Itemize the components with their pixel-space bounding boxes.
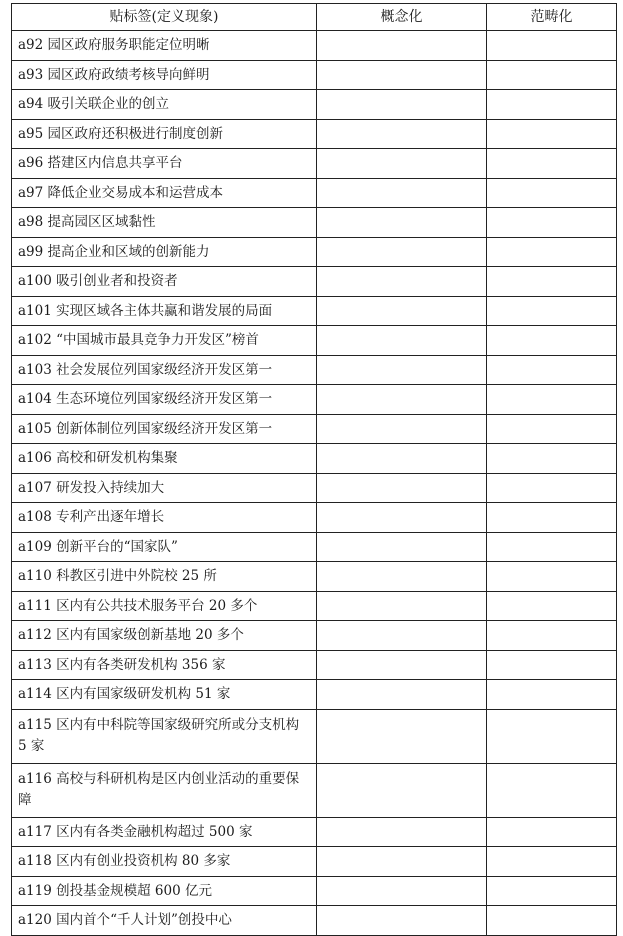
row-category-cell	[487, 296, 617, 326]
table-row	[12, 267, 617, 297]
row-label-cell: a116 高校与科研机构是区内创业活动的重要保障	[12, 763, 317, 817]
row-category-cell	[487, 326, 617, 356]
row-label-cell: a100 吸引创业者和投资者	[12, 267, 317, 297]
row-concept-cell	[317, 208, 487, 238]
header-label: 贴标签(定义现象)	[12, 4, 317, 31]
row-concept-cell	[317, 817, 487, 847]
row-category-cell	[487, 31, 617, 61]
row-concept-cell	[317, 650, 487, 680]
row-label-cell: a113 区内有各类研发机构 356 家	[12, 650, 317, 680]
row-label-cell: a102 “中国城市最具竞争力开发区”榜首	[12, 326, 317, 356]
row-category-cell	[487, 444, 617, 474]
table-row	[12, 817, 617, 847]
row-category-cell	[487, 680, 617, 710]
row-label-cell: a115 区内有中科院等国家级研究所或分支机构 5 家	[12, 709, 317, 763]
row-category-cell	[487, 532, 617, 562]
row-concept-cell	[317, 473, 487, 503]
row-concept-cell	[317, 296, 487, 326]
row-category-cell	[487, 90, 617, 120]
row-label-cell: a94 吸引关联企业的创立	[12, 90, 317, 120]
row-concept-cell	[317, 414, 487, 444]
row-category-cell	[487, 817, 617, 847]
row-label-cell: a98 提高园区区域黏性	[12, 208, 317, 238]
row-category-cell	[487, 591, 617, 621]
row-category-cell	[487, 267, 617, 297]
row-category-cell	[487, 763, 617, 817]
row-concept-cell	[317, 149, 487, 179]
row-concept-cell	[317, 876, 487, 906]
table-row	[12, 444, 617, 474]
row-label-cell: a110 科教区引进中外院校 25 所	[12, 562, 317, 592]
row-label-cell: a112 区内有国家级创新基地 20 多个	[12, 621, 317, 651]
row-category-cell	[487, 355, 617, 385]
table-row	[12, 847, 617, 877]
header-concept: 概念化	[317, 4, 487, 31]
row-category-cell	[487, 709, 617, 763]
row-concept-cell	[317, 763, 487, 817]
row-label-cell: a99 提高企业和区域的创新能力	[12, 237, 317, 267]
table-row	[12, 208, 617, 238]
row-category-cell	[487, 119, 617, 149]
row-concept-cell	[317, 444, 487, 474]
row-label-cell: a119 创投基金规模超 600 亿元	[12, 876, 317, 906]
row-concept-cell	[317, 355, 487, 385]
row-concept-cell	[317, 591, 487, 621]
row-label-cell: a106 高校和研发机构集聚	[12, 444, 317, 474]
table-row	[12, 532, 617, 562]
row-category-cell	[487, 847, 617, 877]
table-row	[12, 296, 617, 326]
table-body	[12, 31, 617, 936]
row-concept-cell	[317, 267, 487, 297]
table-row	[12, 149, 617, 179]
row-concept-cell	[317, 90, 487, 120]
table-row	[12, 385, 617, 415]
row-concept-cell	[317, 31, 487, 61]
row-label-cell: a107 研发投入持续加大	[12, 473, 317, 503]
row-concept-cell	[317, 709, 487, 763]
row-category-cell	[487, 876, 617, 906]
row-label-cell: a118 区内有创业投资机构 80 多家	[12, 847, 317, 877]
row-category-cell	[487, 60, 617, 90]
row-concept-cell	[317, 326, 487, 356]
row-concept-cell	[317, 178, 487, 208]
table-row	[12, 650, 617, 680]
row-category-cell	[487, 503, 617, 533]
row-concept-cell	[317, 906, 487, 936]
row-concept-cell	[317, 621, 487, 651]
table-row	[12, 355, 617, 385]
table-row	[12, 591, 617, 621]
row-label-cell: a93 园区政府政绩考核导向鲜明	[12, 60, 317, 90]
row-category-cell	[487, 149, 617, 179]
row-concept-cell	[317, 385, 487, 415]
row-concept-cell	[317, 847, 487, 877]
table-row	[12, 876, 617, 906]
row-concept-cell	[317, 60, 487, 90]
header-category: 范畴化	[487, 4, 617, 31]
table-row	[12, 906, 617, 936]
row-concept-cell	[317, 119, 487, 149]
row-label-cell: a97 降低企业交易成本和运营成本	[12, 178, 317, 208]
table-row	[12, 60, 617, 90]
table-row	[12, 90, 617, 120]
row-label-cell: a105 创新体制位列国家级经济开发区第一	[12, 414, 317, 444]
table-row	[12, 414, 617, 444]
row-label-cell: a114 区内有国家级研发机构 51 家	[12, 680, 317, 710]
table-row	[12, 680, 617, 710]
table-row	[12, 237, 617, 267]
table-row	[12, 178, 617, 208]
row-category-cell	[487, 650, 617, 680]
table-row	[12, 31, 617, 61]
row-concept-cell	[317, 532, 487, 562]
row-concept-cell	[317, 562, 487, 592]
row-label-cell: a109 创新平台的“国家队”	[12, 532, 317, 562]
row-category-cell	[487, 473, 617, 503]
table-row	[12, 326, 617, 356]
row-category-cell	[487, 414, 617, 444]
row-label-cell: a95 园区政府还积极进行制度创新	[12, 119, 317, 149]
table-row	[12, 763, 617, 817]
table-row	[12, 473, 617, 503]
header-row	[12, 4, 617, 31]
row-concept-cell	[317, 503, 487, 533]
row-category-cell	[487, 621, 617, 651]
row-concept-cell	[317, 680, 487, 710]
row-category-cell	[487, 237, 617, 267]
row-category-cell	[487, 208, 617, 238]
row-category-cell	[487, 562, 617, 592]
table-row	[12, 621, 617, 651]
row-label-cell: a111 区内有公共技术服务平台 20 多个	[12, 591, 317, 621]
row-concept-cell	[317, 237, 487, 267]
row-category-cell	[487, 906, 617, 936]
row-category-cell	[487, 178, 617, 208]
row-label-cell: a92 园区政府服务职能定位明晰	[12, 31, 317, 61]
row-label-cell: a103 社会发展位列国家级经济开发区第一	[12, 355, 317, 385]
table-row	[12, 119, 617, 149]
table-row	[12, 503, 617, 533]
table-row	[12, 562, 617, 592]
row-label-cell: a104 生态环境位列国家级经济开发区第一	[12, 385, 317, 415]
row-category-cell	[487, 385, 617, 415]
coding-table	[11, 3, 617, 936]
table-row	[12, 709, 617, 763]
row-label-cell: a108 专利产出逐年增长	[12, 503, 317, 533]
row-label-cell: a120 国内首个“千人计划”创投中心	[12, 906, 317, 936]
row-label-cell: a96 搭建区内信息共享平台	[12, 149, 317, 179]
row-label-cell: a117 区内有各类金融机构超过 500 家	[12, 817, 317, 847]
row-label-cell: a101 实现区域各主体共赢和谐发展的局面	[12, 296, 317, 326]
